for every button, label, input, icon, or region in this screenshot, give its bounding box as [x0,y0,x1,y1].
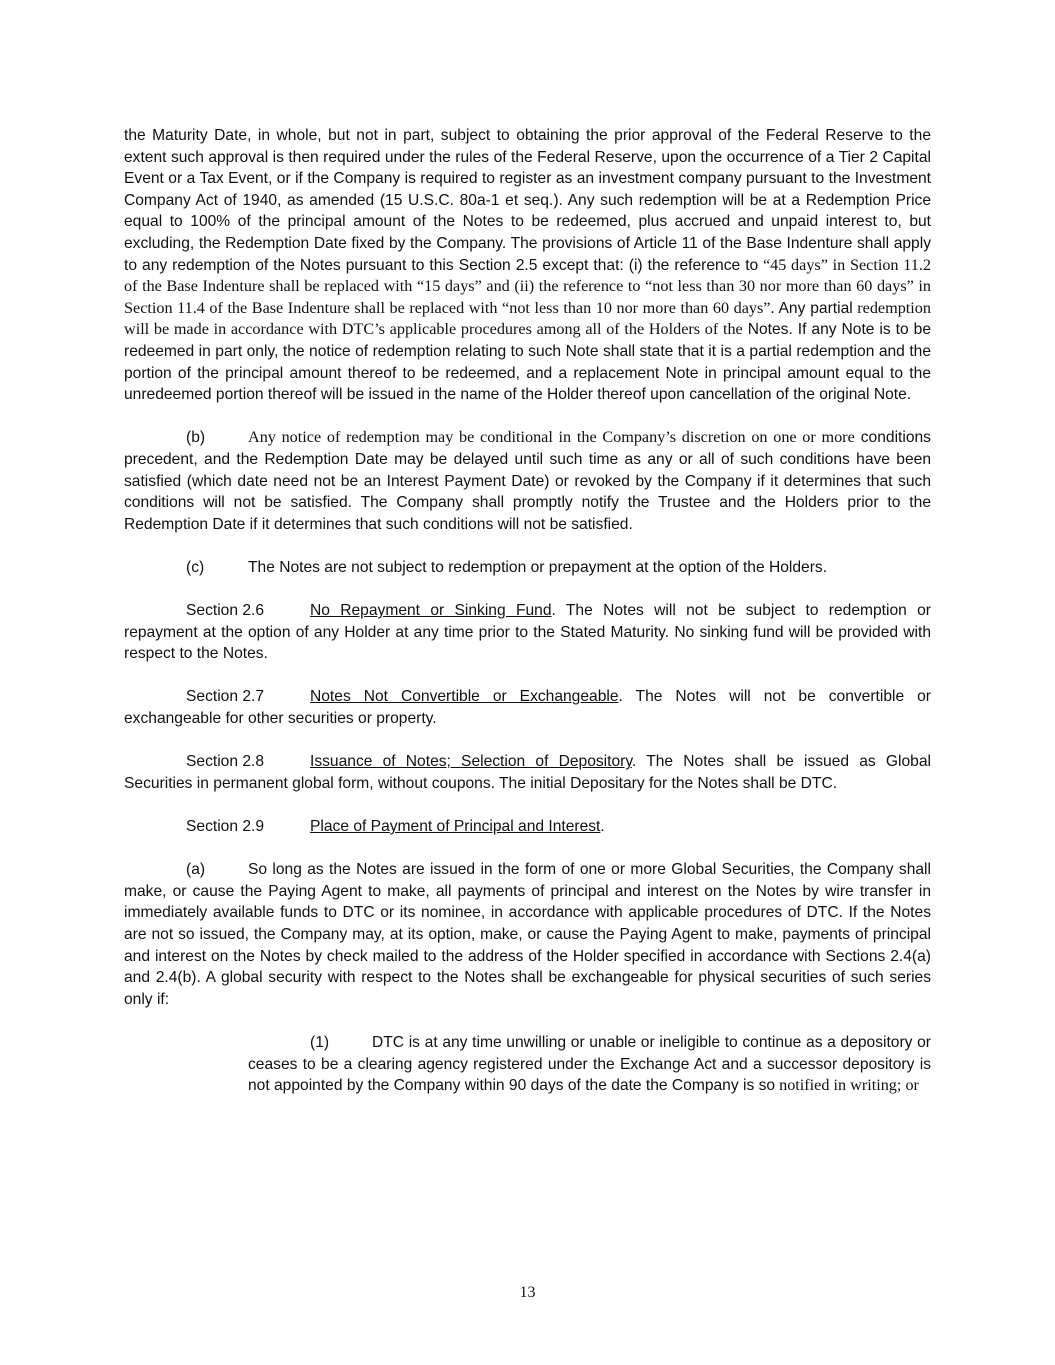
list-item-label: (1) [310,1033,330,1051]
paragraph-text-serif: Any notice of redemption may be conditional in the Company’s discretion on one or more [248,428,855,447]
paragraph-text: conditions precedent, and the Redemption Date may be delayed until such time as any or all of such conditions have been satisfied (which date need not be an Interest Payment Date) or revoked by the Company if it determines that such conditions will not be satisfied. The Company shall promptly notify the Trustee and the Holders prior to the Redemption Date if it determines that such conditions will not be satisfied. [124,429,931,533]
section-2-9 [124,816,931,838]
section-2-6 [124,600,931,665]
paragraph-redemption-continued [124,125,931,406]
section-heading: No Repayment or Sinking Fund [310,602,552,620]
paragraph-c [124,557,931,579]
list-item-text-serif: notified in writing; or [775,1076,919,1095]
document-body [124,125,931,1097]
section-label: Section 2.9 [186,818,265,835]
section-label: Section 2.6 [186,602,265,620]
section-text: . The Notes shall be issued as Global Securities in permanent global form, without coupons. The initial Depositary for the Notes shall be DTC. [124,753,931,792]
section-heading: Notes Not Convertible or Exchangeable [310,688,619,706]
paragraph-label: (b) [186,429,206,447]
paragraph-label: (a) [186,861,206,879]
paragraph-text: the Maturity Date, in whole, but not in part, subject to obtaining the prior approval of the Federal Reserve to the extent such approval is then required under the rules of the Federal Reserve, upon the occurrence of a Tier 2 Capital Event or a Tax Event, or if the Company is required to register as an investment company pursuant to the Investment Company Act of 1940, as amended (15 U.S.C. 80a-1 et seq.). Any such redemption will be at a Redemption Price equal to 100% of the principal amount of the Notes to be redeemed, plus accrued and unpaid interest to, but excluding, the Redemption Date fixed by the Company. The provisions of Article 11 of the Base Indenture shall apply to any redemption of the Notes pursuant to this Section 2.5 except that: (i) the reference to [124,127,931,274]
paragraph-text: Notes. If any Note is to be redeemed in part only, the notice of redemption relating to such Note shall state that it is a partial redemption and the portion of the principal amount thereof to be redeemed, and a replacement Note in principal amount equal to the unredeemed portion thereof will be issued in the name of the Holder thereof upon cancellation of the original Note. [124,321,931,404]
section-2-7 [124,686,931,729]
paragraph-text: The Notes are not subject to redemption or prepayment at the option of the Holders. [248,558,828,576]
paragraph-text: Any partial [774,299,853,317]
paragraph-text: So long as the Notes are issued in the form of one or more Global Securities, the Company shall make, or cause the Paying Agent to make, all payments of principal and interest on the Notes by wire transfer in immediately available funds to DTC or its nominee, in accordance with applicable procedures of DTC. If the Notes are not so issued, the Company may, at its option, make, or cause the Paying Agent to make, payments of principal and interest on the Notes by check mailed to the address of the Holder specified in accordance with Sections 2.4(a) and 2.4(b). A global security with respect to the Notes shall be exchangeable for physical securities of such series only if: [124,861,931,1008]
section-label: Section 2.8 [186,753,265,771]
section-heading: Place of Payment of Principal and Interest [310,818,601,835]
page-number: 13 [519,1284,536,1301]
paragraph-2-9-a [124,859,931,1010]
section-text: . [600,818,605,835]
list-item-1 [248,1032,931,1097]
section-label: Section 2.7 [186,688,265,706]
section-text: . The Notes will not be subject to redemption or repayment at the option of any Holder at any time prior to the Stated Maturity. No sinking fund will be provided with respect to the Notes. [124,602,932,663]
paragraph-b [124,427,931,535]
paragraph-text-serif: “45 days” in Section 11.2 of the Base Indenture shall be replaced with “15 days” and (ii) the reference to “not less than 30 nor more than 60 days” in Section 11.4 of the Base Indenture shall be replaced with “not less than 10 nor more than 60 days”. [124,255,931,317]
section-text: . The Notes will not be convertible or exchangeable for other securities or property. [124,688,931,728]
section-heading: Issuance of Notes; Selection of Depository [310,753,632,771]
paragraph-label: (c) [186,558,205,576]
paragraph-text-serif: redemption will be made in accordance with DTC’s applicable procedures among all of the Holders of the [124,298,931,339]
section-2-8 [124,751,931,794]
list-item-text: DTC is at any time unwilling or unable or ineligible to continue as a depository or ceases to be a clearing agency registered under the Exchange Act and a successor depository is not appointed by the Company within 90 days of the date the Company is so [248,1033,931,1095]
